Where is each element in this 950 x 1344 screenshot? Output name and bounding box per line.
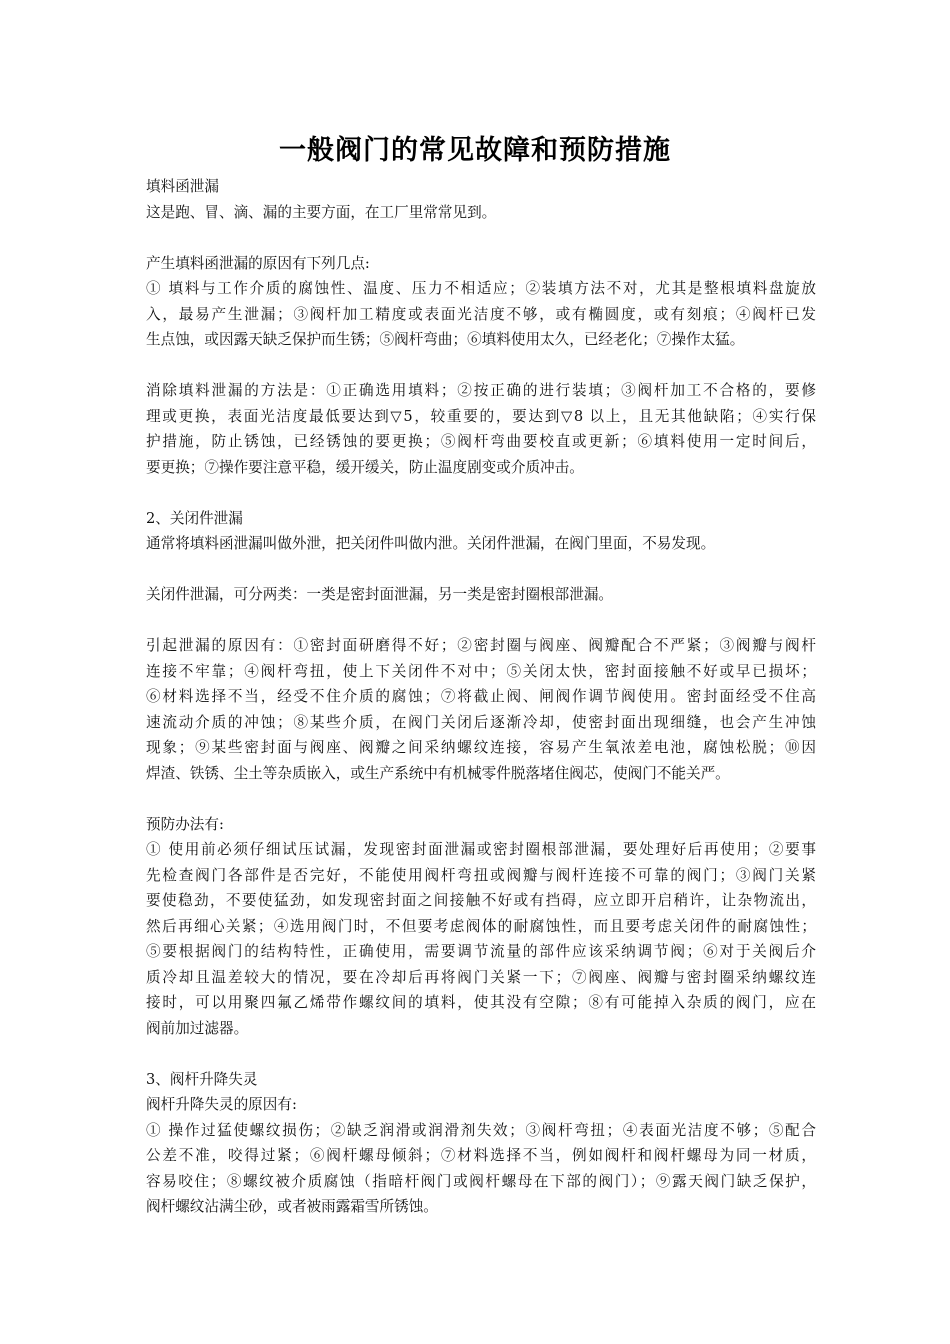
- text-line: 这是跑、冒、滴、漏的主要方面，在工厂里常常见到。: [146, 203, 497, 221]
- paragraph-gap: [146, 786, 816, 812]
- closure-leak-types: [146, 582, 816, 608]
- paragraph-gap: [146, 557, 816, 583]
- text-line: 填料函泄漏: [146, 178, 219, 195]
- text-line: 阀杆升降失灵的原因有:: [146, 1096, 297, 1113]
- text-line: ① 使用前必须仔细试压试漏，发现密封面泄漏或密封圈根部泄漏，要处理好后再使用；②要事: [146, 841, 816, 858]
- text-line: 2、关闭件泄漏: [146, 509, 243, 527]
- text-line: 要更换；⑦操作要注意平稳，缓开缓关，防止温度剧变或介质冲击。: [146, 458, 584, 476]
- section-1-intro: [146, 200, 816, 226]
- document-body: [146, 174, 816, 1220]
- text-line: 阀杆螺纹沾满尘砂，或者被雨露霜雪所锈蚀。: [146, 1198, 438, 1215]
- text-line: 产生填料函泄漏的原因有下列几点:: [146, 254, 370, 272]
- stem-failure-causes-heading: [146, 1092, 816, 1118]
- text-line: 先检查阀门各部件是否完好，不能使用阀杆弯扭或阀瓣与阀杆连接不可靠的阀门；③阀门关紧: [146, 866, 816, 884]
- text-line: 然后再细心关紧；④选用阀门时，不但要考虑阀体的耐腐蚀性，而且要考虑关闭件的耐腐蚀性；: [146, 917, 816, 935]
- prevention-measures: [146, 837, 816, 1041]
- packing-leak-remedies: [146, 378, 816, 480]
- text-line: 生点蚀，或因露天缺乏保护而生锈；⑤阀杆弯曲；⑥填料使用太久，已经老化；⑦操作太猛。: [146, 331, 745, 348]
- text-line: ① 操作过猛使螺纹损伤；②缺乏润滑或润滑剂失效；③阀杆弯扭；④表面光洁度不够；⑤配合: [146, 1121, 816, 1139]
- section-1-heading: [146, 174, 816, 200]
- closure-leak-causes: [146, 633, 816, 786]
- paragraph-gap: [146, 353, 816, 379]
- paragraph-gap: [146, 1041, 816, 1067]
- text-line: 接时，可以用聚四氟乙烯带作螺纹间的填料，使其没有空隙；⑧有可能掉入杂质的阀门，应在: [146, 994, 816, 1011]
- paragraph-gap: [146, 480, 816, 506]
- text-line: 焊渣、铁锈、尘土等杂质嵌入，或生产系统中有机械零件脱落堵住阀芯，使阀门不能关严。: [146, 764, 730, 782]
- stem-failure-causes: [146, 1118, 816, 1220]
- text-line: 引起泄漏的原因有：①密封面研磨得不好；②密封圈与阀座、阀瓣配合不严紧；③阀瓣与阀杆: [146, 637, 816, 654]
- page-title: 一般阀门的常见故障和预防措施: [279, 135, 671, 166]
- text-line: 质冷却且温差较大的情况，要在冷却后再将阀门关紧一下；⑦阀座、阀瓣与密封圈采纳螺纹连: [146, 968, 816, 986]
- text-line: ⑤要根据阀门的结构特性，正确使用，需要调节流量的部件应该采纳调节阀；⑥对于关阀后介: [146, 943, 816, 960]
- text-line: 要使稳劲，不要使猛劲，如发现密封面之间接触不好或有挡碍，应立即开启稍许，让杂物流出，: [146, 892, 816, 909]
- text-line: 消除填料泄漏的方法是：①正确选用填料；②按正确的进行装填；③阀杆加工不合格的，要修: [146, 382, 816, 399]
- text-line: ⑥材料选择不当，经受不住介质的腐蚀；⑦将截止阀、闸阀作调节阀使用。密封面经受不住高: [146, 688, 816, 705]
- text-line: 容易咬住；⑧螺纹被介质腐蚀（指暗杆阀门或阀杆螺母在下部的阀门）；⑨露天阀门缺乏保护，: [146, 1172, 816, 1190]
- paragraph-gap: [146, 225, 816, 251]
- text-line: 公差不准，咬得过紧；⑥阀杆螺母倾斜；⑦材料选择不当，例如阀杆和阀杆螺母为同一材质，: [146, 1147, 816, 1164]
- section-3-heading: [146, 1067, 816, 1093]
- text-line: 护措施，防止锈蚀，已经锈蚀的要更换；⑤阀杆弯曲要校直或更新；⑥填料使用一定时间后，: [146, 433, 816, 450]
- text-line: 现象；⑨某些密封面与阀座、阀瓣之间采纳螺纹连接，容易产生氧浓差电池，腐蚀松脱；⑩因: [146, 739, 816, 756]
- packing-leak-causes: [146, 276, 816, 353]
- text-line: 关闭件泄漏，可分两类：一类是密封面泄漏，另一类是密封圈根部泄漏。: [146, 586, 614, 603]
- text-line: 阀前加过滤器。: [146, 1019, 249, 1037]
- prevention-heading: [146, 812, 816, 838]
- packing-leak-causes-heading: [146, 251, 816, 277]
- text-line: 入，最易产生泄漏；③阀杆加工精度或表面光洁度不够，或有椭圆度，或有刻痕；④阀杆已发: [146, 305, 816, 323]
- text-line: 预防办法有:: [146, 815, 224, 833]
- text-line: 速流动介质的冲蚀；⑧某些介质，在阀门关闭后逐渐冷却，使密封面出现细缝，也会产生冲蚀: [146, 713, 816, 731]
- section-2-intro: [146, 531, 816, 557]
- paragraph-gap: [146, 608, 816, 634]
- text-line: 理或更换，表面光洁度最低要达到▽5，较重要的，要达到▽8 以上，且无其他缺陷；④实行保: [146, 407, 816, 425]
- text-line: 连接不牢靠；④阀杆弯扭，使上下关闭件不对中；⑤关闭太快，密封面接触不好或早已损坏；: [146, 662, 816, 680]
- text-line: ① 填料与工作介质的腐蚀性、温度、压力不相适应；②装填方法不对，尤其是整根填料盘旋放: [146, 280, 816, 297]
- text-line: 通常将填料函泄漏叫做外泄，把关闭件叫做内泄。关闭件泄漏，在阀门里面，不易发现。: [146, 535, 716, 552]
- section-2-heading: [146, 506, 816, 532]
- text-line: 3、阀杆升降失灵: [146, 1070, 258, 1088]
